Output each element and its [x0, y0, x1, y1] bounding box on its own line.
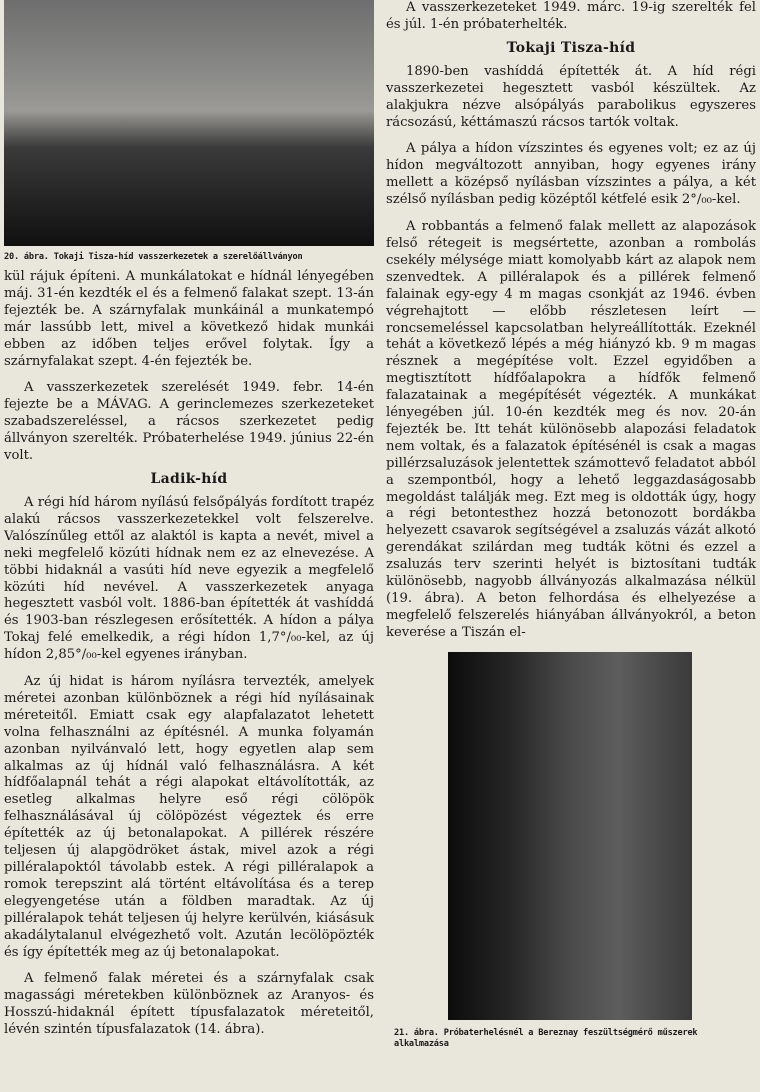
section-heading-tokaj: Tokaji Tisza-híd [506, 39, 636, 56]
paragraph: A régi híd három nyílású felsőpályás fordított trapéz alakú rácsos vasszerkezetekkel volt felszerelve. Valószínűleg ettől az alaktól is kapta a nevét, mivel a neki megfelelő közúti hídnak nem ez az elnevezése. A többi hidaknál a vasúti híd neve egyezik a megfelelő közúti híd nevével. A vasszerkezetek anyaga hegesztett vasból volt. 1886-ban építették át vashíddá és 1903-ban részlegesen erősítették. A hídon a pálya Tokaj felé emelkedik, a régi hídon 1,7°/₀₀-kel, az új hídon 2,85°/₀₀-kel egyenes irányban. [4, 494, 374, 663]
paragraph: 1890-ben vashíddá építették át. A híd régi vasszerkezetei hegesztett vasból készültek. Az alakjukra nézve alsópályás parabolikus egyszeres rácsozású, kéttámaszú rácsos tartók voltak. [386, 63, 756, 130]
figure-21-caption: 21. ábra. Próbaterhelésnél a Bereznay feszültségmérő műszerek alkalmazása [394, 1027, 698, 1049]
paragraph: Az új hidat is három nyílásra tervezték, amelyek méretei azonban különböznek a régi híd nyílásainak méreteitől. Emiatt csak egy alapfalazatot lehetett volna felhasználni az építésnél. A munka folyamán azonban nyilvánvaló lett, hogy egyetlen alap sem alkalmas az új hídnál való felhasználásra. A két hídfőalapnál tehát a régi alapokat eltávolították, az esetleg alkalmas helyre eső régi cölöpök felhasználásával új cölöpözést végeztek és erre építették az új betonalapokat. A pillérek részére teljesen új alapgödröket ástak, mivel azok a régi pilléralapoktól távolabb estek. A régi pilléralapok a romok terepszint alá történt eltávolítása és a terep elegyengetése után a földben maradtak. Az új pilléralapok tehát teljesen új helyre kerülvén, kiásásuk akadálytalanul elvégezhető volt. Azután lecölöpözték és így építették meg az új betonalapokat. [4, 674, 374, 960]
figure-20-caption: 20. ábra. Tokaji Tisza-híd vasszerkezetek a szerelőállványon [4, 252, 303, 262]
left-column [4, 0, 374, 1039]
paragraph: A robbantás a felmenő falak mellett az alapozások felső rétegeit is megsértette, azonban a rombolás csekély mélysége miatt komolyabb kárt az alapok nem szenvedtek. A pilléralapok és a pillérek felmenő falainak egy-egy 4 m magas csonkját az 1946. évben végrehajtott — előbb részletesen leírt — roncsemeléssel kapcsolatban helyreállították. Ezeknél tehát a következő lépés a még hiányzó kb. 9 m magas résznek a megépítése volt. Ezzel egyidőben a megtisztított hídfőalapokra a hídfők felmenő falazatainak a megépítését végezték. A munkákat lényegében júl. 10-én kezdték meg és nov. 20-án fejezték be. Itt tehát különösebb alapozási feladatok nem voltak, és a falazatok építésénél is csak a magas pillérzsaluzások jelentettek számottevő feladatot abból a szempontból, hogy a lehető leggazdaságosabb megoldást találják meg. Ezt meg is oldották úgy, hogy a régi betontesthez hozzá betonozott bordákba helyezett csavarok segítségével a zsaluzás vázát alkotó gerendákat szilárdan meg tudták kötni és ezzel a zsaluzás terv szerinti helyét is biztosítani tudták különösebb, nagyobb állványozás alkalmazása nélkül (19. ábra). A beton felhordása és elhelyezése a megfelelő felszerelés hiányában állványokról, a beton keverése a Tiszán el- [386, 219, 756, 640]
figure-20-photo [4, 0, 374, 246]
right-column [386, 0, 756, 1056]
paragraph: A felmenő falak méretei és a szárnyfalak csak magassági méretekben különböznek az Aranyos- és Hosszú-hidaknál épített típusfalazatok méreteitől, lévén szintén típusfalazatok (14. ábra). [4, 971, 374, 1038]
paragraph: kül rájuk építeni. A munkálatokat e hídnál lényegében máj. 31-én kezdték el és a felmenő falakat szept. 13-án fejezték be. A szárnyfalak munkáinál a munkatempó már lassúbb lett, mivel a következő hidak munkái ebben az időben teljes erővel folytak. Így a szárnyfalakat szept. 4-én fejezték be. [4, 269, 374, 369]
paragraph: A vasszerkezeteket 1949. márc. 19-ig szerelték fel és júl. 1-én próbaterhelték. [386, 0, 756, 32]
section-heading-ladik: Ladik-híd [150, 470, 228, 487]
paragraph: A vasszerkezetek szerelését 1949. febr. 14-én fejezte be a MÁVAG. A gerinclemezes szerkezeteket szabadszereléssel, a rácsos szerkezetet pedig állványon szerelték. Próbaterhelése 1949. június 22-én volt. [4, 380, 374, 464]
paragraph: A pálya a hídon vízszintes és egyenes volt; ez az új hídon megváltozott annyiban, hogy egyenes irány mellett a középső nyílásban vízszintes a pálya, a két szélső nyílásban pedig középtől kétfelé esik 2°/₀₀-kel. [386, 141, 756, 208]
figure-21-photo [448, 652, 692, 1020]
